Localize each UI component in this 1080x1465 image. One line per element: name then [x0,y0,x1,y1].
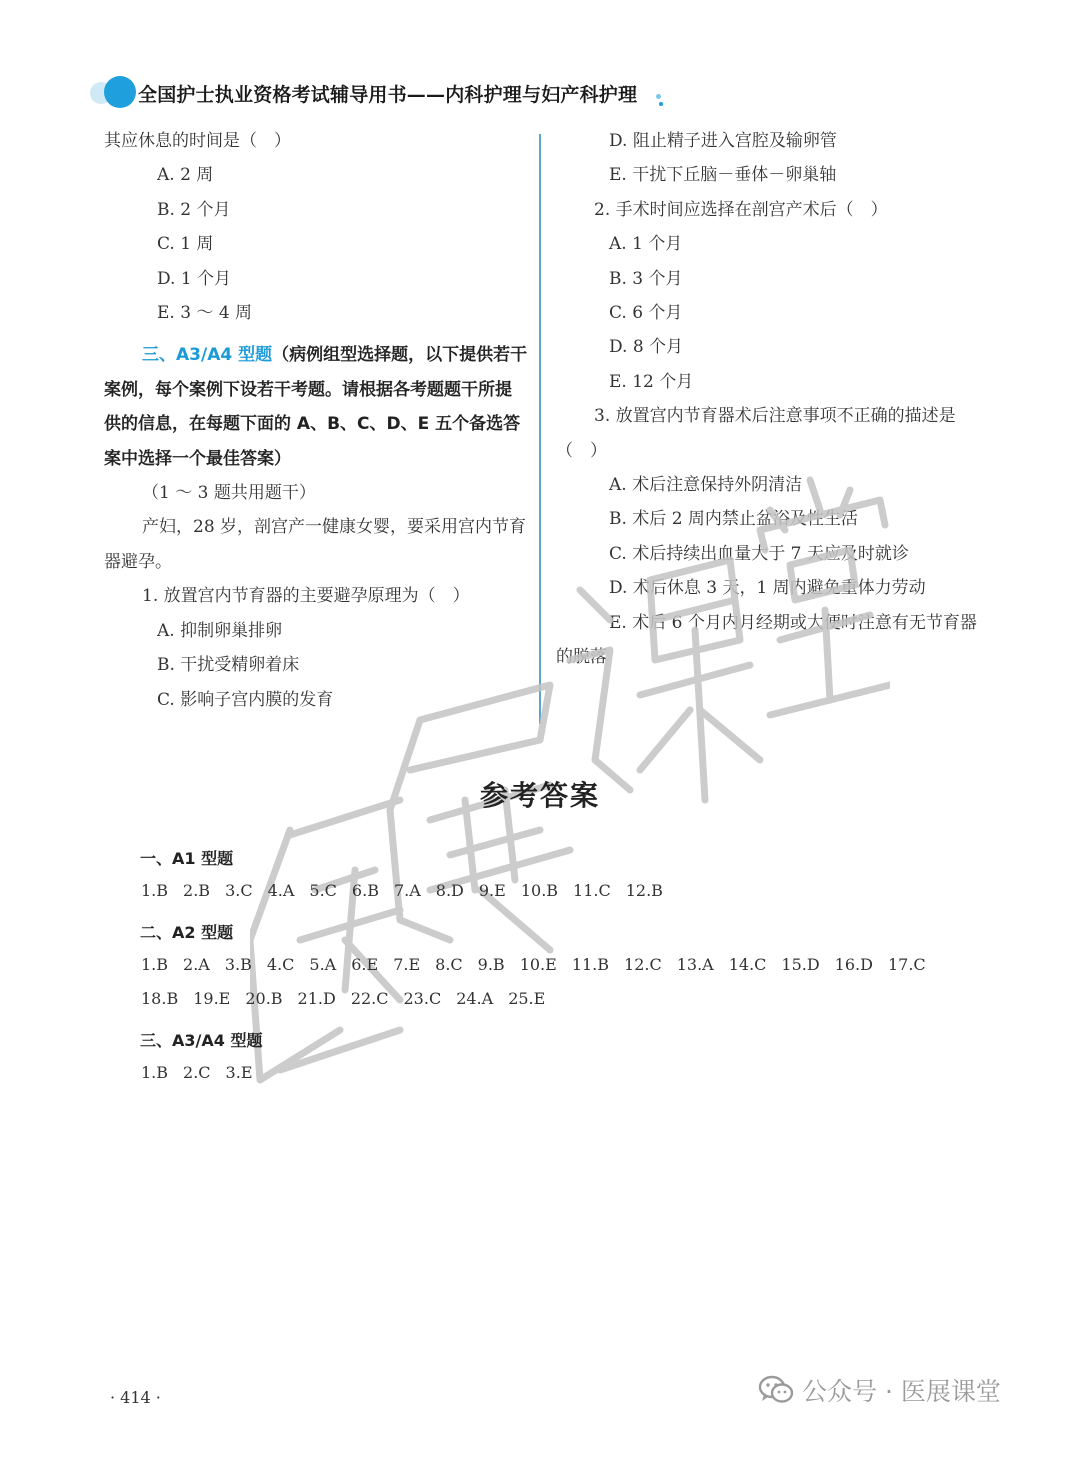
answer-item: 16.D [834,955,873,974]
answer-item: 4.C [266,955,295,974]
question-line: D. 8 个月 [609,337,684,358]
question-line: C. 影响子宫内膜的发育 [157,689,334,710]
left-column [104,124,528,717]
question-line: B. 术后 2 周内禁止盆浴及性生活 [609,509,858,530]
question-line: （1 ～ 3 题共用题干） [142,483,316,504]
answer-item: 2.A [183,955,210,974]
answer-item: 22.C [350,989,389,1008]
column-divider [539,134,541,724]
answer-item: 8.D [435,881,464,900]
answer-item: 6.E [351,955,379,974]
question-line: A. 术后注意保持外阴清洁 [609,475,803,496]
question-line: C. 术后持续出血量大于 7 天应及时就诊 [609,543,909,564]
right-column [556,124,986,675]
answer-item: 1.B [141,1063,169,1082]
answers-title: 参考答案 [479,779,600,812]
question-line: E. 3 ～ 4 周 [157,303,253,324]
answer-item: 2.B [183,881,211,900]
answer-item: 6.B [351,881,379,900]
question-paragraph: E. 术后 6 个月内月经期或大便时注意有无节育器的脱落 [556,612,977,668]
answer-row [141,1063,268,1082]
question-line: E. 12 个月 [609,371,694,392]
answer-item: 14.C [728,955,767,974]
answer-item: 18.B [141,989,179,1008]
answer-item: 24.A [456,989,494,1008]
answer-item: 9.B [477,955,505,974]
question-line: A. 抑制卵巢排卵 [157,620,283,641]
header-bubble-blue-icon [104,76,136,108]
answer-section-heading: 三、A3/A4 型题 [140,1031,263,1050]
answer-row [141,989,560,1008]
answer-item: 11.B [571,955,610,974]
question-line: A. 1 个月 [609,234,683,255]
answer-item: 5.C [309,881,337,900]
page-number: · 414 · [110,1388,161,1407]
wechat-icon [758,1374,794,1406]
header-title: 全国护士执业资格考试辅导用书——内科护理与妇产科护理 [138,84,638,106]
wechat-account-watermark [758,1370,1001,1410]
question-line: C. 1 周 [157,234,214,255]
answer-item: 3.B [224,955,252,974]
question-line: C. 6 个月 [609,303,683,324]
question-line: D. 阻止精子进入宫腔及输卵管 [609,131,837,151]
answer-section-heading: 二、A2 型题 [140,923,234,942]
question-paragraph: 3. 放置宫内节育器术后注意事项不正确的描述是（ ） [556,406,956,461]
header-dot-icon [659,102,663,106]
answer-item: 7.A [393,881,421,900]
answer-item: 9.E [478,881,506,900]
section-heading-label: 三、A3/A4 型题 [142,345,273,366]
question-line: 1. 放置宫内节育器的主要避孕原理为（ ） [142,586,470,607]
answer-item: 7.E [393,955,421,974]
answer-item: 15.D [781,955,820,974]
section-heading-a3a4 [104,338,528,476]
section-instructions: （病例组型选择题，以下提供若干案例，每个案例下设若干考题。请根据各考题题干所提供的信息，在每题下面的 A、B、C、D、E 五个备选答案中选择一个最佳答案） [104,345,528,469]
answer-item: 3.E [225,1063,253,1082]
answer-item: 12.B [625,881,663,900]
answer-item: 8.C [435,955,463,974]
question-line: B. 3 个月 [609,268,683,289]
answer-item: 23.C [403,989,442,1008]
answer-item: 5.A [309,955,337,974]
answer-row [141,955,941,974]
left-column-top [104,124,528,330]
answer-item: 1.B [141,955,169,974]
question-line: B. 干扰受精卵着床 [157,655,300,676]
answer-item: 12.C [624,955,662,974]
question-line: A. 2 周 [157,165,214,186]
answer-item: 10.B [520,881,559,900]
answer-section-heading: 一、A1 型题 [140,849,234,868]
answer-item: 21.D [297,989,336,1008]
answer-item: 3.C [225,881,253,900]
answer-item: 19.E [193,989,231,1008]
answer-item: 17.C [887,955,926,974]
answer-item: 10.E [519,955,557,974]
right-column-content [556,124,986,675]
question-paragraph: 产妇，28 岁，剖宫产一健康女婴，要采用宫内节育器避孕。 [104,517,527,572]
answer-item: 11.C [573,881,611,900]
question-line: 2. 手术时间应选择在剖宫产术后（ ） [594,199,888,220]
question-line: 其应休息的时间是（ ） [104,131,291,151]
answer-item: 13.A [676,955,714,974]
question-line: D. 1 个月 [157,268,232,289]
answer-item: 1.B [141,881,169,900]
answer-item: 2.C [183,1063,211,1082]
answer-item: 25.E [508,989,546,1008]
running-header [88,74,688,114]
question-line: B. 2 个月 [157,199,231,220]
question-line: E. 干扰下丘脑－垂体－卵巢轴 [609,165,837,186]
question-line: D. 术后休息 3 天，1 周内避免重体力劳动 [609,578,926,599]
header-dot-icon [656,94,661,99]
wechat-label: 公众号 · 医展课堂 [802,1377,1001,1406]
answer-item: 4.A [267,881,295,900]
answer-row [141,881,678,900]
answer-item: 20.B [245,989,283,1008]
left-column-bottom [104,476,528,717]
